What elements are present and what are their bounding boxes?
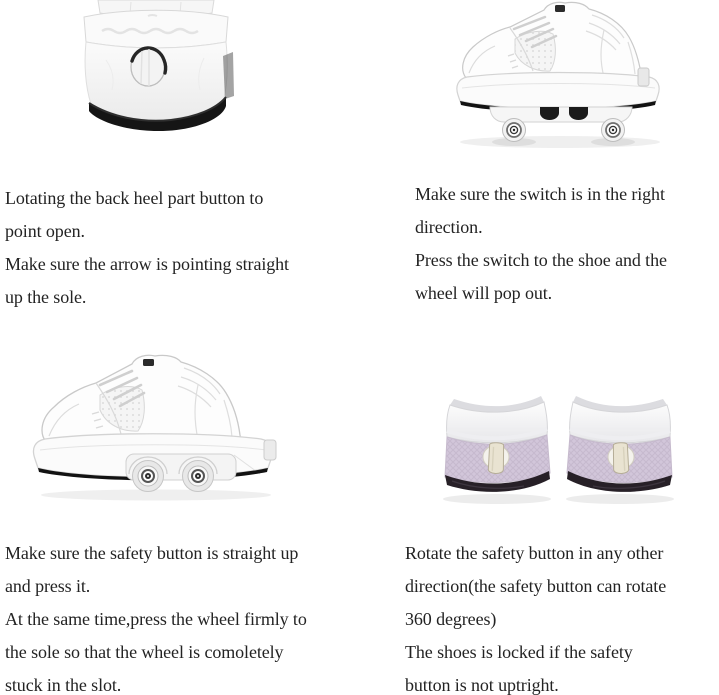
step-1-caption: [5, 182, 289, 314]
caption-line: Press the switch to the shoe and the: [415, 250, 667, 270]
caption-line: Make sure the switch is in the right: [415, 184, 665, 204]
step-2-caption: [415, 178, 667, 310]
sneaker-upper: [42, 355, 240, 443]
ground-shadow: [443, 494, 551, 504]
caption-line: and press it.: [5, 576, 91, 596]
caption-line: The shoes is locked if the safety: [405, 642, 633, 662]
caption-line: direction(the safety button can rotate: [405, 576, 667, 596]
caption-line: Make sure the arrow is pointing straight: [5, 254, 289, 274]
caption-line: direction.: [415, 217, 483, 237]
step-3-caption: [5, 537, 307, 695]
heel-dial-button: [131, 48, 166, 86]
caption-line: At the same time,press the wheel firmly to: [5, 609, 307, 629]
embossed-heel-band: [84, 10, 228, 48]
caption-line: button is not uptright.: [405, 675, 559, 695]
caption-line: Lotating the back heel part button to: [5, 188, 264, 208]
caption-line: Make sure the safety button is straight up: [5, 543, 299, 563]
tongue-logo-patch: [555, 5, 565, 12]
left-heel: [445, 396, 550, 492]
front-wheel-half: [133, 461, 164, 492]
front-wheel: [503, 119, 526, 142]
caption-line: point open.: [5, 221, 85, 241]
caption-line: up the sole.: [5, 287, 87, 307]
photo-heel-pair-safety-buttons: [440, 383, 675, 508]
sneaker-wheels-deployed-illustration: [452, 0, 664, 150]
rear-wheel: [602, 119, 625, 142]
heel-strap-tab: [264, 440, 276, 460]
step-4-caption: [405, 537, 666, 695]
caption-line: 360 degrees): [405, 609, 497, 629]
heel-pair-safety-buttons-illustration: [440, 383, 675, 508]
ground-shadow: [566, 494, 674, 504]
right-heel: [567, 396, 672, 492]
sneaker-wheels-retracted-illustration: [28, 352, 280, 502]
rear-wheel-half: [183, 461, 214, 492]
tongue-logo-patch: [143, 359, 154, 366]
ground-shadow: [460, 136, 660, 148]
photo-sneaker-wheels-retracted: [28, 352, 280, 502]
photo-heel-dial-closeup: [76, 0, 236, 144]
sneaker-upper: [463, 2, 642, 79]
heel-strap-tab: [638, 68, 649, 86]
ground-shadow: [41, 490, 271, 501]
caption-line: the sole so that the wheel is comoletely: [5, 642, 284, 662]
photo-sneaker-wheels-deployed: [452, 0, 664, 150]
caption-line: wheel will pop out.: [415, 283, 553, 303]
heel-dial-closeup-illustration: [76, 0, 236, 144]
caption-line: Rotate the safety button in any other: [405, 543, 664, 563]
caption-line: stuck in the slot.: [5, 675, 122, 695]
platform-sole: [457, 68, 659, 113]
